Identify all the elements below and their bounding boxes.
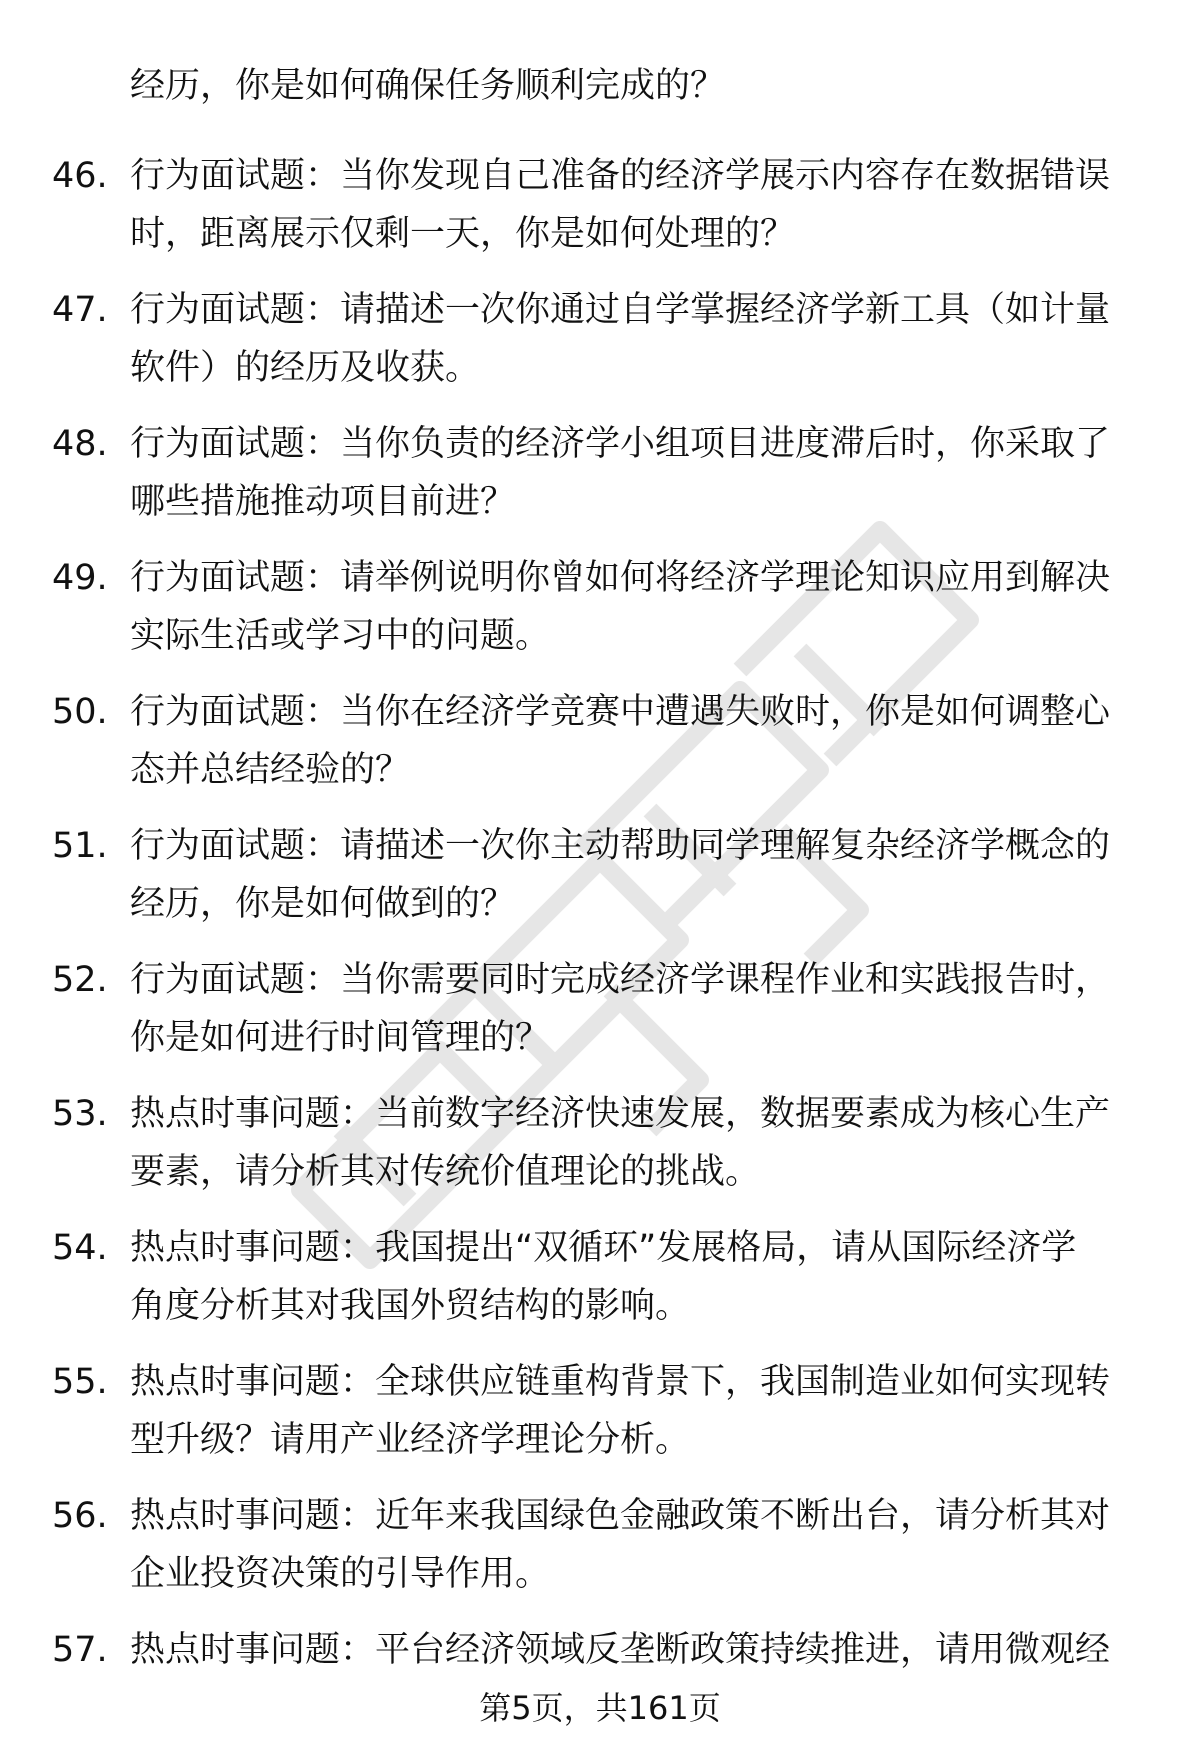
- question-line: 实际生活或学习中的问题。: [130, 616, 551, 656]
- question-item: [0, 1487, 1200, 1615]
- question-item: [0, 1085, 1200, 1213]
- question-line: 热点时事问题：近年来我国绿色金融政策不断出台，请分析其对: [130, 1496, 1111, 1536]
- question-line: 热点时事问题：当前数字经济快速发展，数据要素成为核心生产: [130, 1094, 1111, 1134]
- question-text: [130, 415, 1140, 531]
- question-line: 行为面试题：请描述一次你通过自学掌握经济学新工具（如计量: [130, 290, 1111, 330]
- question-line: 角度分析其对我国外贸结构的影响。: [130, 1286, 691, 1326]
- question-item: [0, 1621, 1200, 1749]
- question-number: 51.: [52, 826, 108, 866]
- question-item: [0, 1219, 1200, 1347]
- question-number: 54.: [52, 1228, 108, 1268]
- question-number: 49.: [52, 558, 108, 598]
- question-item: [0, 549, 1200, 677]
- question-line: 行为面试题：当你负责的经济学小组项目进度滞后时，你采取了: [130, 424, 1111, 464]
- question-text: [130, 281, 1140, 397]
- question-item: [0, 951, 1200, 1079]
- question-item: [0, 817, 1200, 945]
- continuation-line: 经历，你是如何确保任务顺利完成的？: [130, 66, 726, 106]
- question-line: 行为面试题：请描述一次你主动帮助同学理解复杂经济学概念的: [130, 826, 1111, 866]
- question-line: 哪些措施推动项目前进？: [130, 482, 516, 522]
- question-number: 55.: [52, 1362, 108, 1402]
- question-text: [130, 817, 1140, 933]
- question-item: [0, 281, 1200, 409]
- question-text: [130, 549, 1140, 665]
- question-line: 热点时事问题：平台经济领域反垄断政策持续推进，请用微观经: [130, 1630, 1111, 1670]
- question-line: 热点时事问题：我国提出“双循环”发展格局，请从国际经济学: [130, 1228, 1077, 1268]
- question-line: 时，距离展示仅剩一天，你是如何处理的？: [130, 214, 796, 254]
- question-text: [130, 147, 1140, 263]
- question-line: 型升级？请用产业经济学理论分析。: [130, 1420, 691, 1460]
- page-footer: 第5页，共161页: [479, 1689, 721, 1727]
- question-text: [130, 1219, 1140, 1335]
- question-line: 要素，请分析其对传统价值理论的挑战。: [130, 1152, 761, 1192]
- question-number: 56.: [52, 1496, 108, 1536]
- question-text: [130, 1353, 1140, 1469]
- question-line: 热点时事问题：全球供应链重构背景下，我国制造业如何实现转: [130, 1362, 1111, 1402]
- question-line: 行为面试题：当你在经济学竞赛中遭遇失败时，你是如何调整心: [130, 692, 1111, 732]
- question-number: 53.: [52, 1094, 108, 1134]
- question-item: [0, 1353, 1200, 1481]
- question-line: 行为面试题：请举例说明你曾如何将经济学理论知识应用到解决: [130, 558, 1111, 598]
- question-line: 你是如何进行时间管理的？: [130, 1018, 551, 1058]
- question-item: [0, 147, 1200, 275]
- question-number: 50.: [52, 692, 108, 732]
- question-number: 52.: [52, 960, 108, 1000]
- question-item: [0, 683, 1200, 811]
- question-text: [130, 683, 1140, 799]
- question-line: 企业投资决策的引导作用。: [130, 1554, 551, 1594]
- question-number: 46.: [52, 156, 108, 196]
- question-number: 57.: [52, 1630, 108, 1670]
- question-number: 48.: [52, 424, 108, 464]
- question-line: 行为面试题：当你发现自己准备的经济学展示内容存在数据错误: [130, 156, 1111, 196]
- question-line: 态并总结经验的？: [130, 750, 411, 790]
- question-line: 经历，你是如何做到的？: [130, 884, 516, 924]
- question-text: [130, 1085, 1140, 1201]
- question-text: [130, 951, 1140, 1067]
- question-text: [130, 1621, 1140, 1679]
- question-number: 47.: [52, 290, 108, 330]
- question-item: [0, 415, 1200, 543]
- question-list: [0, 147, 1200, 1755]
- question-line: 软件）的经历及收获。: [130, 348, 481, 388]
- question-text: [130, 1487, 1140, 1603]
- question-line: 行为面试题：当你需要同时完成经济学课程作业和实践报告时，: [130, 960, 1111, 1000]
